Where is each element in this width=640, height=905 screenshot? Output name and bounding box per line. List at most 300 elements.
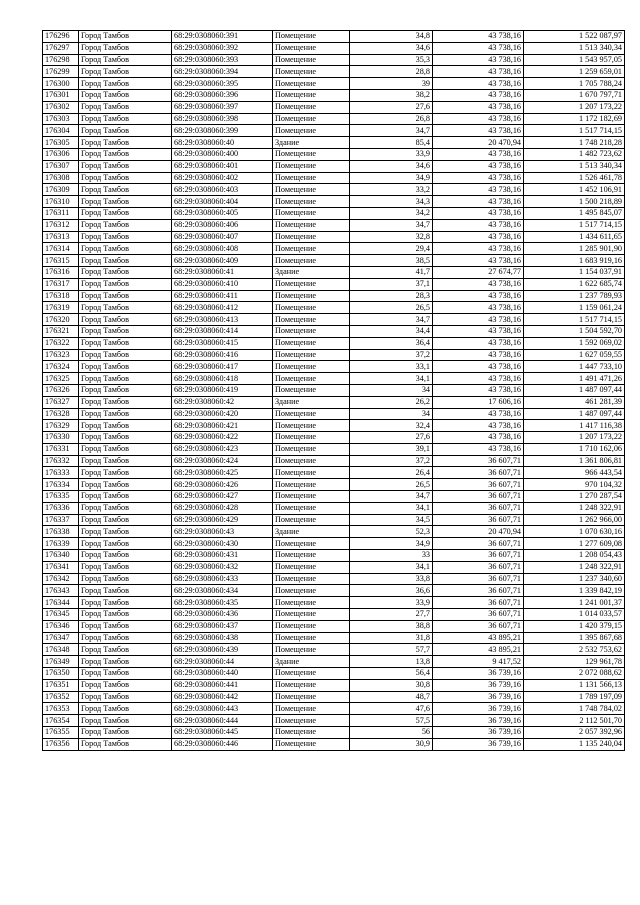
locality-cell: Город Тамбов	[79, 78, 172, 90]
row-number-cell: 176300	[43, 78, 79, 90]
locality-cell: Город Тамбов	[79, 243, 172, 255]
cadastral-number-cell: 68:29:0308060:433	[172, 573, 273, 585]
row-number-cell: 176302	[43, 101, 79, 113]
table-row	[43, 337, 625, 349]
specific-value-cell: 36 607,71	[433, 609, 524, 621]
area-cell: 32,8	[350, 231, 433, 243]
specific-value-cell: 36 607,71	[433, 585, 524, 597]
specific-value-cell: 43 738,16	[433, 290, 524, 302]
table-row	[43, 31, 625, 43]
table-row	[43, 255, 625, 267]
table-row	[43, 302, 625, 314]
table-row	[43, 42, 625, 54]
area-cell: 26,4	[350, 467, 433, 479]
cadastral-value-cell: 1 207 173,22	[524, 432, 625, 444]
object-type-cell: Помещение	[273, 148, 350, 160]
object-type-cell: Помещение	[273, 738, 350, 750]
row-number-cell: 176308	[43, 172, 79, 184]
row-number-cell: 176312	[43, 219, 79, 231]
object-type-cell: Помещение	[273, 31, 350, 43]
cadastral-number-cell: 68:29:0308060:432	[172, 561, 273, 573]
cadastral-number-cell: 68:29:0308060:402	[172, 172, 273, 184]
row-number-cell: 176327	[43, 396, 79, 408]
table-row	[43, 585, 625, 597]
object-type-cell: Помещение	[273, 609, 350, 621]
cadastral-number-cell: 68:29:0308060:441	[172, 679, 273, 691]
row-number-cell: 176303	[43, 113, 79, 125]
locality-cell: Город Тамбов	[79, 349, 172, 361]
row-number-cell: 176328	[43, 408, 79, 420]
specific-value-cell: 43 738,16	[433, 278, 524, 290]
specific-value-cell: 43 738,16	[433, 184, 524, 196]
area-cell: 56,4	[350, 668, 433, 680]
specific-value-cell: 43 738,16	[433, 373, 524, 385]
object-type-cell: Помещение	[273, 443, 350, 455]
cadastral-value-cell: 1 361 806,81	[524, 455, 625, 467]
cadastral-number-cell: 68:29:0308060:42	[172, 396, 273, 408]
row-number-cell: 176343	[43, 585, 79, 597]
row-number-cell: 176336	[43, 502, 79, 514]
object-type-cell: Помещение	[273, 125, 350, 137]
locality-cell: Город Тамбов	[79, 361, 172, 373]
object-type-cell: Помещение	[273, 467, 350, 479]
specific-value-cell: 36 607,71	[433, 573, 524, 585]
row-number-cell: 176298	[43, 54, 79, 66]
area-cell: 56	[350, 727, 433, 739]
cadastral-number-cell: 68:29:0308060:435	[172, 597, 273, 609]
locality-cell: Город Тамбов	[79, 691, 172, 703]
area-cell: 33,9	[350, 148, 433, 160]
locality-cell: Город Тамбов	[79, 101, 172, 113]
table-row	[43, 78, 625, 90]
cadastral-number-cell: 68:29:0308060:392	[172, 42, 273, 54]
table-row	[43, 219, 625, 231]
table-row	[43, 66, 625, 78]
cadastral-number-cell: 68:29:0308060:398	[172, 113, 273, 125]
locality-cell: Город Тамбов	[79, 550, 172, 562]
table-row	[43, 231, 625, 243]
cadastral-value-cell: 1 070 630,16	[524, 526, 625, 538]
locality-cell: Город Тамбов	[79, 325, 172, 337]
table-row	[43, 396, 625, 408]
cadastral-number-cell: 68:29:0308060:43	[172, 526, 273, 538]
area-cell: 34,1	[350, 373, 433, 385]
cadastral-value-cell: 1 259 659,01	[524, 66, 625, 78]
table-row	[43, 538, 625, 550]
cadastral-number-cell: 68:29:0308060:395	[172, 78, 273, 90]
locality-cell: Город Тамбов	[79, 620, 172, 632]
cadastral-number-cell: 68:29:0308060:434	[172, 585, 273, 597]
area-cell: 34,8	[350, 31, 433, 43]
specific-value-cell: 43 738,16	[433, 125, 524, 137]
locality-cell: Город Тамбов	[79, 408, 172, 420]
row-number-cell: 176325	[43, 373, 79, 385]
cadastral-value-cell: 1 622 685,74	[524, 278, 625, 290]
cadastral-value-cell: 1 748 784,02	[524, 703, 625, 715]
cadastral-number-cell: 68:29:0308060:409	[172, 255, 273, 267]
cadastral-number-cell: 68:29:0308060:417	[172, 361, 273, 373]
row-number-cell: 176334	[43, 479, 79, 491]
area-cell: 34,1	[350, 502, 433, 514]
object-type-cell: Помещение	[273, 42, 350, 54]
object-type-cell: Помещение	[273, 703, 350, 715]
locality-cell: Город Тамбов	[79, 337, 172, 349]
locality-cell: Город Тамбов	[79, 432, 172, 444]
row-number-cell: 176323	[43, 349, 79, 361]
row-number-cell: 176304	[43, 125, 79, 137]
table-row	[43, 467, 625, 479]
object-type-cell: Помещение	[273, 101, 350, 113]
cadastral-number-cell: 68:29:0308060:407	[172, 231, 273, 243]
area-cell: 34,1	[350, 561, 433, 573]
area-cell: 52,3	[350, 526, 433, 538]
table-row	[43, 325, 625, 337]
object-type-cell: Здание	[273, 656, 350, 668]
locality-cell: Город Тамбов	[79, 373, 172, 385]
specific-value-cell: 36 739,16	[433, 691, 524, 703]
table-row	[43, 184, 625, 196]
cadastral-number-cell: 68:29:0308060:431	[172, 550, 273, 562]
locality-cell: Город Тамбов	[79, 597, 172, 609]
table-row	[43, 89, 625, 101]
table-row	[43, 420, 625, 432]
specific-value-cell: 43 738,16	[433, 172, 524, 184]
cadastral-number-cell: 68:29:0308060:420	[172, 408, 273, 420]
object-type-cell: Помещение	[273, 349, 350, 361]
locality-cell: Город Тамбов	[79, 502, 172, 514]
area-cell: 47,6	[350, 703, 433, 715]
object-type-cell: Помещение	[273, 491, 350, 503]
specific-value-cell: 36 739,16	[433, 703, 524, 715]
row-number-cell: 176333	[43, 467, 79, 479]
area-cell: 36,4	[350, 337, 433, 349]
specific-value-cell: 43 738,16	[433, 31, 524, 43]
cadastral-number-cell: 68:29:0308060:410	[172, 278, 273, 290]
area-cell: 39,1	[350, 443, 433, 455]
object-type-cell: Помещение	[273, 243, 350, 255]
locality-cell: Город Тамбов	[79, 585, 172, 597]
table-row	[43, 609, 625, 621]
specific-value-cell: 36 607,71	[433, 479, 524, 491]
cadastral-number-cell: 68:29:0308060:445	[172, 727, 273, 739]
object-type-cell: Помещение	[273, 514, 350, 526]
locality-cell: Город Тамбов	[79, 255, 172, 267]
cadastral-value-cell: 1 513 340,34	[524, 160, 625, 172]
row-number-cell: 176314	[43, 243, 79, 255]
row-number-cell: 176301	[43, 89, 79, 101]
table-row	[43, 207, 625, 219]
table-row	[43, 632, 625, 644]
row-number-cell: 176319	[43, 302, 79, 314]
object-type-cell: Здание	[273, 137, 350, 149]
specific-value-cell: 43 738,16	[433, 349, 524, 361]
cadastral-value-cell: 1 135 240,04	[524, 738, 625, 750]
locality-cell: Город Тамбов	[79, 467, 172, 479]
area-cell: 41,7	[350, 266, 433, 278]
row-number-cell: 176337	[43, 514, 79, 526]
object-type-cell: Здание	[273, 396, 350, 408]
cadastral-value-cell: 2 112 501,70	[524, 715, 625, 727]
object-type-cell: Помещение	[273, 727, 350, 739]
row-number-cell: 176306	[43, 148, 79, 160]
cadastral-value-cell: 1 517 714,15	[524, 219, 625, 231]
locality-cell: Город Тамбов	[79, 207, 172, 219]
locality-cell: Город Тамбов	[79, 125, 172, 137]
row-number-cell: 176351	[43, 679, 79, 691]
table-row	[43, 408, 625, 420]
row-number-cell: 176338	[43, 526, 79, 538]
cadastral-number-cell: 68:29:0308060:396	[172, 89, 273, 101]
area-cell: 57,7	[350, 644, 433, 656]
table-body	[43, 31, 625, 751]
specific-value-cell: 43 738,16	[433, 160, 524, 172]
specific-value-cell: 43 738,16	[433, 255, 524, 267]
cadastral-number-cell: 68:29:0308060:419	[172, 384, 273, 396]
table-row	[43, 479, 625, 491]
specific-value-cell: 43 895,21	[433, 644, 524, 656]
cadastral-number-cell: 68:29:0308060:393	[172, 54, 273, 66]
specific-value-cell: 43 738,16	[433, 54, 524, 66]
table-row	[43, 361, 625, 373]
area-cell: 37,2	[350, 349, 433, 361]
cadastral-number-cell: 68:29:0308060:400	[172, 148, 273, 160]
row-number-cell: 176355	[43, 727, 79, 739]
area-cell: 34,7	[350, 491, 433, 503]
object-type-cell: Помещение	[273, 278, 350, 290]
locality-cell: Город Тамбов	[79, 668, 172, 680]
specific-value-cell: 36 607,71	[433, 597, 524, 609]
table-row	[43, 443, 625, 455]
cadastral-number-cell: 68:29:0308060:427	[172, 491, 273, 503]
cadastral-number-cell: 68:29:0308060:418	[172, 373, 273, 385]
table-row	[43, 113, 625, 125]
locality-cell: Город Тамбов	[79, 656, 172, 668]
area-cell: 27,6	[350, 101, 433, 113]
row-number-cell: 176353	[43, 703, 79, 715]
row-number-cell: 176331	[43, 443, 79, 455]
cadastral-value-cell: 1 592 069,02	[524, 337, 625, 349]
cadastral-number-cell: 68:29:0308060:404	[172, 196, 273, 208]
specific-value-cell: 43 738,16	[433, 148, 524, 160]
cadastral-value-cell: 1 487 097,44	[524, 384, 625, 396]
object-type-cell: Помещение	[273, 455, 350, 467]
area-cell: 30,8	[350, 679, 433, 691]
locality-cell: Город Тамбов	[79, 148, 172, 160]
row-number-cell: 176347	[43, 632, 79, 644]
locality-cell: Город Тамбов	[79, 679, 172, 691]
table-row	[43, 526, 625, 538]
locality-cell: Город Тамбов	[79, 231, 172, 243]
cadastral-number-cell: 68:29:0308060:397	[172, 101, 273, 113]
cadastral-value-cell: 1 491 471,26	[524, 373, 625, 385]
area-cell: 28,3	[350, 290, 433, 302]
area-cell: 34,7	[350, 314, 433, 326]
cadastral-value-cell: 1 241 001,37	[524, 597, 625, 609]
row-number-cell: 176311	[43, 207, 79, 219]
cadastral-value-cell: 1 482 723,62	[524, 148, 625, 160]
specific-value-cell: 43 738,16	[433, 219, 524, 231]
row-number-cell: 176348	[43, 644, 79, 656]
object-type-cell: Помещение	[273, 668, 350, 680]
table-row	[43, 432, 625, 444]
locality-cell: Город Тамбов	[79, 66, 172, 78]
area-cell: 34,7	[350, 219, 433, 231]
cadastral-number-cell: 68:29:0308060:439	[172, 644, 273, 656]
table-row	[43, 679, 625, 691]
table-row	[43, 573, 625, 585]
cadastral-number-cell: 68:29:0308060:425	[172, 467, 273, 479]
object-type-cell: Помещение	[273, 644, 350, 656]
specific-value-cell: 36 739,16	[433, 727, 524, 739]
row-number-cell: 176307	[43, 160, 79, 172]
cadastral-value-cell: 1 285 901,90	[524, 243, 625, 255]
table-row	[43, 656, 625, 668]
object-type-cell: Помещение	[273, 196, 350, 208]
locality-cell: Город Тамбов	[79, 609, 172, 621]
table-row	[43, 561, 625, 573]
area-cell: 34,6	[350, 160, 433, 172]
table-row	[43, 101, 625, 113]
cadastral-value-cell: 1 495 845,07	[524, 207, 625, 219]
specific-value-cell: 43 895,21	[433, 632, 524, 644]
table-row	[43, 314, 625, 326]
specific-value-cell: 36 607,71	[433, 502, 524, 514]
specific-value-cell: 36 607,71	[433, 550, 524, 562]
locality-cell: Город Тамбов	[79, 278, 172, 290]
specific-value-cell: 36 607,71	[433, 538, 524, 550]
object-type-cell: Помещение	[273, 502, 350, 514]
specific-value-cell: 43 738,16	[433, 420, 524, 432]
row-number-cell: 176356	[43, 738, 79, 750]
row-number-cell: 176335	[43, 491, 79, 503]
locality-cell: Город Тамбов	[79, 42, 172, 54]
specific-value-cell: 43 738,16	[433, 231, 524, 243]
specific-value-cell: 43 738,16	[433, 78, 524, 90]
locality-cell: Город Тамбов	[79, 113, 172, 125]
area-cell: 32,4	[350, 420, 433, 432]
locality-cell: Город Тамбов	[79, 538, 172, 550]
area-cell: 28,8	[350, 66, 433, 78]
specific-value-cell: 43 738,16	[433, 432, 524, 444]
table-row	[43, 715, 625, 727]
cadastral-value-cell: 1 014 033,57	[524, 609, 625, 621]
specific-value-cell: 9 417,52	[433, 656, 524, 668]
cadastral-number-cell: 68:29:0308060:438	[172, 632, 273, 644]
table-row	[43, 727, 625, 739]
object-type-cell: Помещение	[273, 231, 350, 243]
row-number-cell: 176320	[43, 314, 79, 326]
cadastral-value-cell: 1 504 592,70	[524, 325, 625, 337]
object-type-cell: Помещение	[273, 207, 350, 219]
cadastral-number-cell: 68:29:0308060:424	[172, 455, 273, 467]
object-type-cell: Помещение	[273, 561, 350, 573]
cadastral-number-cell: 68:29:0308060:44	[172, 656, 273, 668]
object-type-cell: Помещение	[273, 679, 350, 691]
area-cell: 35,3	[350, 54, 433, 66]
cadastral-number-cell: 68:29:0308060:422	[172, 432, 273, 444]
row-number-cell: 176305	[43, 137, 79, 149]
object-type-cell: Помещение	[273, 479, 350, 491]
cadastral-number-cell: 68:29:0308060:430	[172, 538, 273, 550]
cadastral-number-cell: 68:29:0308060:429	[172, 514, 273, 526]
row-number-cell: 176317	[43, 278, 79, 290]
row-number-cell: 176326	[43, 384, 79, 396]
row-number-cell: 176342	[43, 573, 79, 585]
area-cell: 33	[350, 550, 433, 562]
cadastral-number-cell: 68:29:0308060:413	[172, 314, 273, 326]
cadastral-number-cell: 68:29:0308060:40	[172, 137, 273, 149]
object-type-cell: Помещение	[273, 620, 350, 632]
area-cell: 34,6	[350, 42, 433, 54]
table-row	[43, 384, 625, 396]
cadastral-value-cell: 1 248 322,91	[524, 502, 625, 514]
object-type-cell: Помещение	[273, 314, 350, 326]
area-cell: 34,7	[350, 125, 433, 137]
table-row	[43, 514, 625, 526]
object-type-cell: Помещение	[273, 361, 350, 373]
object-type-cell: Помещение	[273, 302, 350, 314]
cadastral-value-cell: 1 705 788,24	[524, 78, 625, 90]
cadastral-value-cell: 1 277 609,08	[524, 538, 625, 550]
cadastral-number-cell: 68:29:0308060:41	[172, 266, 273, 278]
object-type-cell: Помещение	[273, 184, 350, 196]
specific-value-cell: 36 739,16	[433, 679, 524, 691]
area-cell: 33,8	[350, 573, 433, 585]
cadastral-value-cell: 1 500 218,89	[524, 196, 625, 208]
table-row	[43, 597, 625, 609]
row-number-cell: 176349	[43, 656, 79, 668]
object-type-cell: Помещение	[273, 432, 350, 444]
row-number-cell: 176352	[43, 691, 79, 703]
cadastral-number-cell: 68:29:0308060:405	[172, 207, 273, 219]
cadastral-number-cell: 68:29:0308060:437	[172, 620, 273, 632]
locality-cell: Город Тамбов	[79, 455, 172, 467]
cadastral-number-cell: 68:29:0308060:440	[172, 668, 273, 680]
specific-value-cell: 36 607,71	[433, 491, 524, 503]
row-number-cell: 176346	[43, 620, 79, 632]
area-cell: 38,8	[350, 620, 433, 632]
table-row	[43, 266, 625, 278]
cadastral-number-cell: 68:29:0308060:421	[172, 420, 273, 432]
cadastral-value-cell: 1 270 287,54	[524, 491, 625, 503]
area-cell: 57,5	[350, 715, 433, 727]
object-type-cell: Здание	[273, 526, 350, 538]
locality-cell: Город Тамбов	[79, 302, 172, 314]
area-cell: 29,4	[350, 243, 433, 255]
area-cell: 37,1	[350, 278, 433, 290]
cadastral-number-cell: 68:29:0308060:401	[172, 160, 273, 172]
cadastral-value-cell: 1 262 966,00	[524, 514, 625, 526]
cadastral-value-cell: 1 522 087,97	[524, 31, 625, 43]
cadastral-value-cell: 2 072 088,62	[524, 668, 625, 680]
area-cell: 27,7	[350, 609, 433, 621]
specific-value-cell: 43 738,16	[433, 113, 524, 125]
object-type-cell: Помещение	[273, 325, 350, 337]
specific-value-cell: 36 607,71	[433, 455, 524, 467]
object-type-cell: Помещение	[273, 54, 350, 66]
cadastral-number-cell: 68:29:0308060:412	[172, 302, 273, 314]
table-row	[43, 125, 625, 137]
cadastral-value-cell: 1 670 797,71	[524, 89, 625, 101]
area-cell: 38,2	[350, 89, 433, 101]
cadastral-value-cell: 1 237 789,93	[524, 290, 625, 302]
cadastral-value-cell: 1 131 566,13	[524, 679, 625, 691]
row-number-cell: 176316	[43, 266, 79, 278]
cadastral-value-cell: 1 208 054,43	[524, 550, 625, 562]
locality-cell: Город Тамбов	[79, 632, 172, 644]
area-cell: 26,2	[350, 396, 433, 408]
row-number-cell: 176330	[43, 432, 79, 444]
